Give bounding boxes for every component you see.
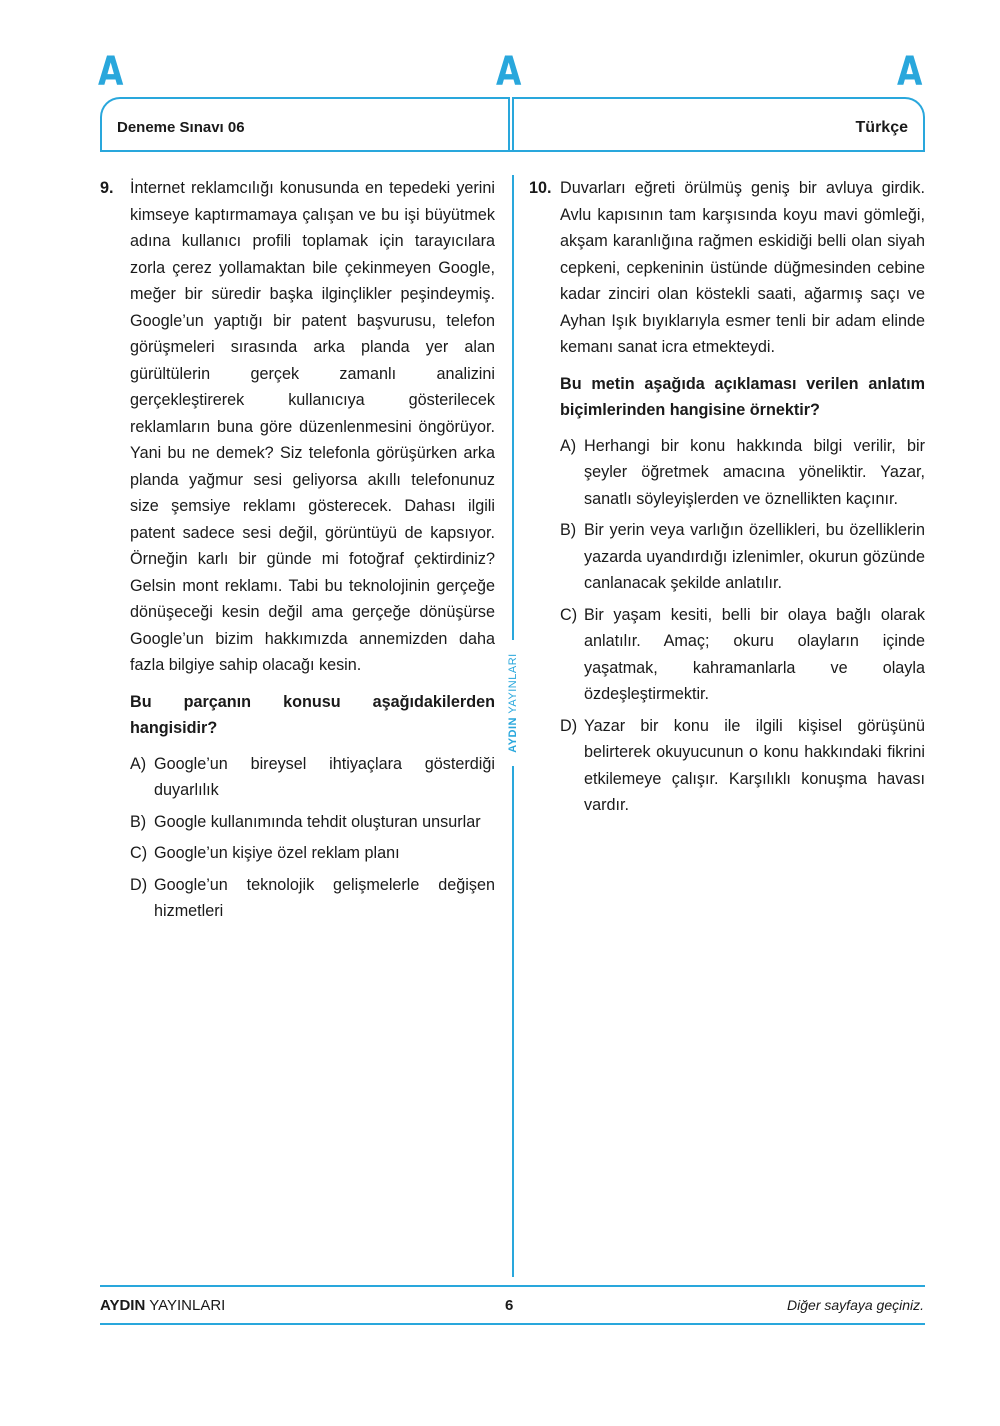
option-text: Google’un teknolojik gelişmelerle değişen hizmetleri bbox=[154, 875, 495, 920]
question-stem: Bu metin aşağıda açıklaması verilen anlatım biçimlerinden hangisine örnektir? bbox=[560, 374, 925, 419]
option-text: Yazar bir konu ile ilgili kişisel görüşünü belirterek okuyucunun o konu hakkındaki fikrini etkilemeye çalışır. Karşılıklı konuşma havası vardır. bbox=[584, 716, 925, 814]
footer-brand-regular: YAYINLARI bbox=[145, 1297, 226, 1314]
header-rule bbox=[100, 150, 925, 152]
question-passage: İnternet reklamcılığı konusunda en tepedeki yerini kimseye kaptırmamaya çalışan ve bu işi büyütmek adına kullanıcı profili toplamak için tarayıcılara zorla çerez yollamaktan bile çekinmeyen Google, meğer bir süredir başka ilginçlikler peşindeymiş. Google’un yaptığı bir patent başvurusu, telefon görüşmeleri sırasında arka planda yer alan gürültülerin gerçek zamanlı analizini gerçekleştirerek kullanıcıya gösterilecek reklamların buna göre düzenlenmesini öngörüyor. Yani bu ne demek? Siz telefonla görüşürken arka planda yağmur sesi geliyorsa akıllı telefonunuz size şemsiye reklamı gösterecek. Dahası ilgili patent sadece sesi değil, görüntüyü de kapsıyor. Örneğin karlı bir günde mi fotoğraf çektirdiniz? Gelsin mont reklamı. Tabi bu teknolojinin gerçeğe dönüşeceği kesin değil ama gerçeğe dönüşürse Google’un bizim hakkımızda annemizden daha fazla bilgiye sahip olacağı kesin. bbox=[130, 179, 495, 674]
question-9 bbox=[100, 175, 495, 930]
option-a[interactable] bbox=[130, 751, 495, 804]
option-label: B) bbox=[130, 812, 147, 831]
question-number: 9. bbox=[100, 179, 114, 197]
page-number: 6 bbox=[505, 1297, 514, 1314]
option-label: A) bbox=[130, 754, 147, 773]
option-label: D) bbox=[130, 875, 148, 894]
option-label: B) bbox=[560, 521, 577, 539]
option-c[interactable] bbox=[130, 840, 495, 867]
option-text: Google’un kişiye özel reklam planı bbox=[154, 844, 400, 862]
header-tab-right bbox=[512, 97, 925, 151]
subject-title: Türkçe bbox=[855, 119, 908, 136]
footer-rule-bottom bbox=[100, 1323, 925, 1325]
option-text: Bir yerin veya varlığın özellikleri, bu özelliklerin yazarda uyandırdığı izlenimler, okurun gözünde canlanacak şekilde anlatılır. bbox=[584, 521, 925, 592]
option-label: D) bbox=[560, 716, 578, 735]
next-page-note: Diğer sayfaya geçiniz. bbox=[787, 1297, 924, 1313]
page-letter-left: A bbox=[98, 49, 124, 95]
option-a[interactable] bbox=[560, 433, 925, 513]
footer-publisher bbox=[100, 1297, 225, 1314]
footer-rule-top bbox=[100, 1285, 925, 1287]
exam-title: Deneme Sınavı 06 bbox=[117, 119, 245, 136]
option-b[interactable] bbox=[130, 809, 495, 836]
option-c[interactable] bbox=[560, 602, 925, 708]
question-stem: Bu parçanın konusu aşağıdakilerden hangisidir? bbox=[130, 692, 495, 737]
question-passage: Duvarları eğreti örülmüş geniş bir avluya girdik. Avlu kapısının tam karşısında koyu mavi gömleği, akşam karanlığına rağmen eskidiği belli olan siyah cepkeni, cepkeninin üstünde düğmesinden cebine kadar zinciri olan köstekli saati, ağarmış saçı ve Ayhan Işık bıyıklarıyla esmer tenli bir adam elinde kemanı sanat icra etmekteydi. bbox=[560, 179, 925, 356]
option-text: Herhangi bir konu hakkında bilgi verilir, bir şeyler öğretmek amacına yöneliktir. Yazar, sanatlı söyleyişlerden ve öznellikten kaçınır. bbox=[584, 436, 925, 508]
page-letter-right: A bbox=[897, 49, 923, 95]
answer-options bbox=[560, 433, 925, 819]
option-label: A) bbox=[560, 436, 577, 455]
option-label: C) bbox=[130, 844, 148, 862]
question-number: 10. bbox=[529, 179, 552, 197]
option-text: Bir yaşam kesiti, belli bir olaya bağlı olarak anlatılır. Amaç; okuru olayların içinde yaşatmak, kahramanlarla ve olayla özdeşleştirmektir. bbox=[584, 605, 925, 703]
side-label-bold: AYDIN bbox=[507, 716, 519, 753]
footer-brand-bold: AYDIN bbox=[100, 1297, 146, 1314]
answer-options bbox=[130, 751, 495, 925]
side-label-regular: YAYINLARI bbox=[507, 653, 519, 717]
question-10 bbox=[529, 175, 925, 824]
publisher-side-label bbox=[501, 640, 525, 766]
option-d[interactable] bbox=[130, 872, 495, 925]
option-b[interactable] bbox=[560, 517, 925, 597]
option-d[interactable] bbox=[560, 713, 925, 819]
option-text: Google’un bireysel ihtiyaçlara gösterdiği duyarlılık bbox=[154, 754, 495, 799]
page-letter-center: A bbox=[496, 49, 522, 95]
option-label: C) bbox=[560, 605, 578, 624]
option-text: Google kullanımında tehdit oluşturan unsurlar bbox=[154, 812, 481, 831]
header-tab-left bbox=[100, 97, 510, 151]
